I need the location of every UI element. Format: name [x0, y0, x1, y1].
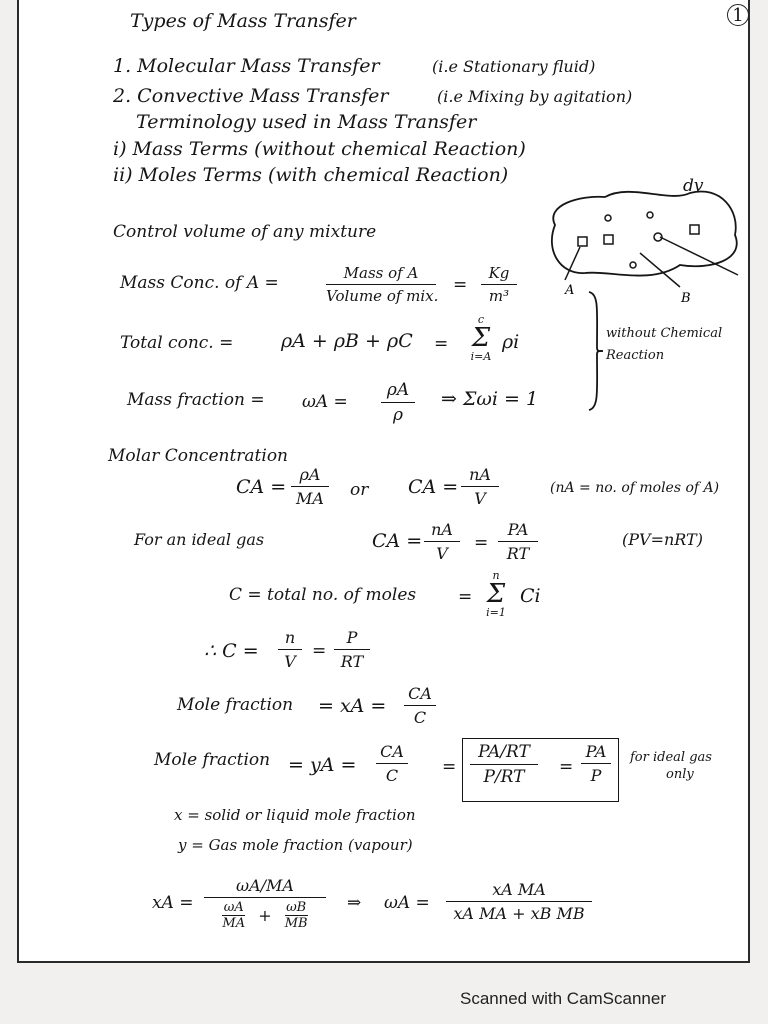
right-bracket	[585, 290, 605, 412]
sigma-sum	[481, 570, 511, 618]
total-moles-label: C = total no. of moles	[229, 585, 417, 605]
molar-fraction-1	[291, 465, 329, 508]
denominator: V	[436, 544, 448, 563]
molecule-square	[690, 225, 699, 234]
ideal-gas-ca: CA =	[372, 530, 423, 552]
bracket-note-line1: without Chemical	[606, 326, 723, 341]
page-number: 1	[727, 4, 749, 26]
equals: =	[559, 757, 574, 777]
sigma-lower: i=1	[486, 606, 506, 619]
total-conc-label: Total conc. =	[120, 333, 234, 353]
mole-fraction-y-fraction	[376, 742, 408, 785]
denominator: RT	[340, 652, 364, 671]
conversion-fraction-2	[446, 880, 592, 923]
total-conc-sum: ρA + ρB + ρC	[281, 330, 413, 352]
mass-fraction-lhs: ωA =	[302, 392, 348, 412]
boxed-fraction-2	[581, 742, 611, 785]
mole-fraction-y-label: Mole fraction	[154, 750, 271, 770]
label-dv: dv	[683, 176, 704, 196]
definition-x: x = solid or liquid mole fraction	[174, 806, 416, 824]
molar-ca-2: CA =	[408, 476, 459, 498]
mass-conc-fraction	[326, 264, 439, 305]
mass-fraction-sum: ⇒ Σωi = 1	[441, 388, 539, 410]
arrow-a	[565, 247, 580, 280]
terminology-item: ii) Moles Terms (with chemical Reaction)	[113, 164, 509, 186]
molar-fraction-2	[461, 465, 499, 508]
equals: =	[442, 757, 457, 777]
mole-fraction-x-label: Mole fraction	[177, 695, 294, 715]
ideal-gas-fraction-2	[498, 520, 538, 563]
molecule-circle	[630, 262, 636, 268]
conversion-lhs-2: ωA =	[384, 893, 430, 913]
scanner-watermark: Scanned with CamScanner	[460, 989, 667, 1008]
numerator: ρA	[386, 380, 410, 400]
denominator: P/RT	[483, 767, 525, 787]
definition-y: y = Gas mole fraction (vapour)	[178, 836, 413, 854]
equals: =	[453, 275, 468, 295]
molecule-circle	[647, 212, 653, 218]
total-moles-term: Ci	[520, 585, 541, 607]
numerator: nA	[431, 520, 453, 539]
equals: =	[312, 641, 327, 661]
therefore-lhs: ∴ C =	[204, 640, 259, 662]
numerator: nA	[469, 465, 491, 484]
numerator: P	[346, 628, 358, 647]
type-convective-note: (i.e Mixing by agitation)	[437, 87, 633, 106]
label-a: A	[565, 283, 575, 298]
type-molecular: 1. Molecular Mass Transfer	[113, 55, 380, 77]
numerator: Mass of A	[343, 264, 419, 282]
unit-numerator: Kg	[488, 264, 510, 282]
equals: =	[458, 587, 473, 607]
conversion-implies: ⇒	[347, 893, 362, 913]
equals: =	[474, 533, 489, 553]
control-volume-boundary	[552, 191, 737, 275]
numerator: PA	[585, 742, 607, 761]
denominator: P	[590, 766, 602, 785]
ideal-gas-label: For an ideal gas	[134, 530, 265, 549]
numerator: ρA	[299, 465, 321, 484]
denominator: MA	[296, 489, 324, 508]
denominator: V	[284, 652, 296, 671]
arrow-b	[640, 253, 680, 287]
numerator: ωA/MA	[236, 876, 294, 895]
numerator: PA/RT	[478, 742, 530, 762]
denominator: C	[413, 708, 427, 727]
sigma-upper: n	[492, 569, 500, 582]
molar-note: (nA = no. of moles of A)	[550, 480, 720, 496]
ideal-gas-note-line1: for ideal gas	[630, 750, 712, 765]
bracket-note-line2: Reaction	[606, 348, 665, 363]
mass-conc-unit	[481, 264, 517, 305]
terminology-item: i) Mass Terms (without chemical Reaction)	[113, 138, 526, 160]
molecule-circle	[605, 215, 611, 221]
equals: =	[434, 334, 449, 354]
denominator: ρ	[393, 405, 403, 425]
sigma-sum	[466, 314, 496, 362]
numerator: CA	[408, 684, 432, 703]
numerator: n	[284, 628, 296, 647]
mass-fraction-fraction	[381, 380, 415, 425]
type-molecular-note: (i.e Stationary fluid)	[432, 57, 596, 76]
page-title: Types of Mass Transfer	[130, 10, 356, 32]
mole-fraction-x-lhs: = xA =	[318, 695, 387, 717]
sigma-lower: i=A	[470, 350, 492, 363]
unit-denominator: m³	[488, 287, 510, 305]
denominator: RT	[506, 544, 530, 563]
sigma-icon: Σ	[471, 323, 491, 353]
terminology-title: Terminology used in Mass Transfer	[136, 111, 477, 133]
control-volume-diagram	[540, 175, 745, 315]
total-conc-term: ρi	[502, 331, 520, 353]
mass-conc-label: Mass Conc. of A =	[120, 273, 279, 293]
molar-ca: CA =	[236, 476, 287, 498]
boxed-fraction	[470, 742, 538, 787]
therefore-fraction-2	[334, 628, 370, 671]
numerator: PA	[507, 520, 529, 539]
label-b: B	[681, 291, 691, 306]
mole-fraction-x-fraction	[404, 684, 436, 727]
sub-fraction-a: $\frac{\omega A}{MA}$	[222, 900, 246, 931]
numerator: CA	[380, 742, 404, 761]
ideal-gas-note-line2: only	[666, 767, 694, 782]
conversion-fraction: ωA/MA $\frac{\omega A}{MA}$ + $\frac{\omega B}{MB}$	[204, 876, 326, 931]
sub-fraction-b: $\frac{\omega B}{MB}$	[284, 900, 308, 931]
mole-fraction-y-lhs: = yA =	[288, 754, 357, 776]
molar-title: Molar Concentration	[108, 446, 289, 466]
denominator: V	[474, 489, 486, 508]
denominator: C	[385, 766, 399, 785]
numerator: xA MA	[492, 880, 546, 899]
control-volume-text: Control volume of any mixture	[113, 222, 377, 242]
denominator: xA MA + xB MB	[453, 904, 585, 923]
ideal-gas-fraction-1	[424, 520, 460, 563]
sigma-upper: c	[477, 313, 485, 326]
sigma-icon: Σ	[486, 579, 506, 609]
molar-or: or	[350, 480, 369, 500]
molecule-square	[604, 235, 613, 244]
denominator: Volume of mix.	[326, 287, 439, 305]
molecule-square	[578, 237, 587, 246]
type-convective: 2. Convective Mass Transfer	[113, 85, 389, 107]
therefore-fraction-1	[278, 628, 302, 671]
conversion-lhs: xA =	[152, 893, 194, 913]
ideal-gas-law: (PV=nRT)	[622, 530, 703, 549]
mass-fraction-label: Mass fraction =	[127, 390, 265, 410]
